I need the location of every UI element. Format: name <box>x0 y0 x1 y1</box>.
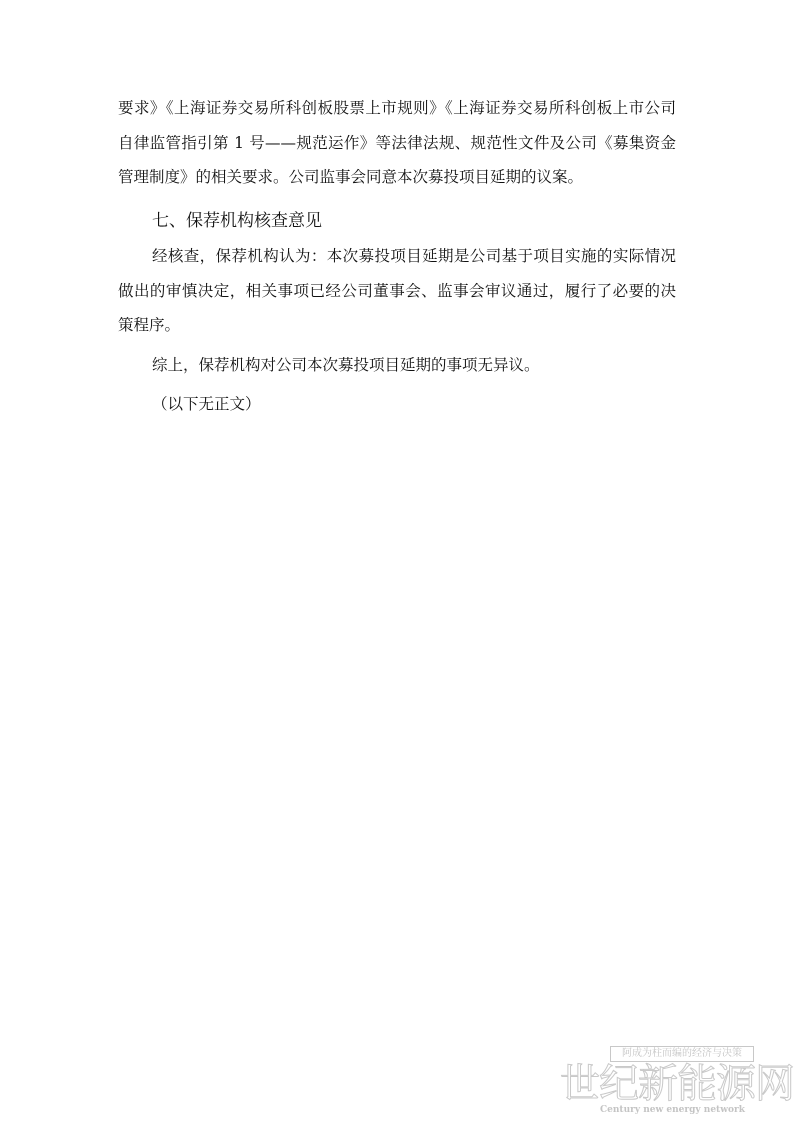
end-note: （以下无正文） <box>152 395 261 413</box>
conclusion-paragraph: 综上，保荐机构对公司本次募投项目延期的事项无异议。 <box>152 356 540 374</box>
watermark-subtitle: Century new energy network <box>600 1105 745 1115</box>
paragraph-line: 做出的审慎决定，相关事项已经公司董事会、监事会审议通过，履行了必要的决 <box>118 282 676 300</box>
watermark-title: 世纪新能源网 <box>560 1061 794 1107</box>
watermark-slogan: 阿成为柱而编的经济与决策 <box>610 1046 754 1062</box>
paragraph-line: 管理制度》的相关要求。公司监事会同意本次募投项目延期的议案。 <box>118 168 584 186</box>
paragraph-line: 策程序。 <box>118 316 181 334</box>
paragraph-line: 经核查，保荐机构认为：本次募投项目延期是公司基于项目实施的实际情况 <box>152 247 676 265</box>
section-heading: 七、保荐机构核查意见 <box>152 211 322 231</box>
watermark-logo <box>560 1040 794 1120</box>
paragraph-line: 要求》《上海证券交易所科创板股票上市规则》《上海证券交易所科创板上市公司 <box>118 99 676 117</box>
paragraph-line: 自律监管指引第 1 号——规范运作》等法律法规、规范性文件及公司《募集资金 <box>118 134 676 152</box>
